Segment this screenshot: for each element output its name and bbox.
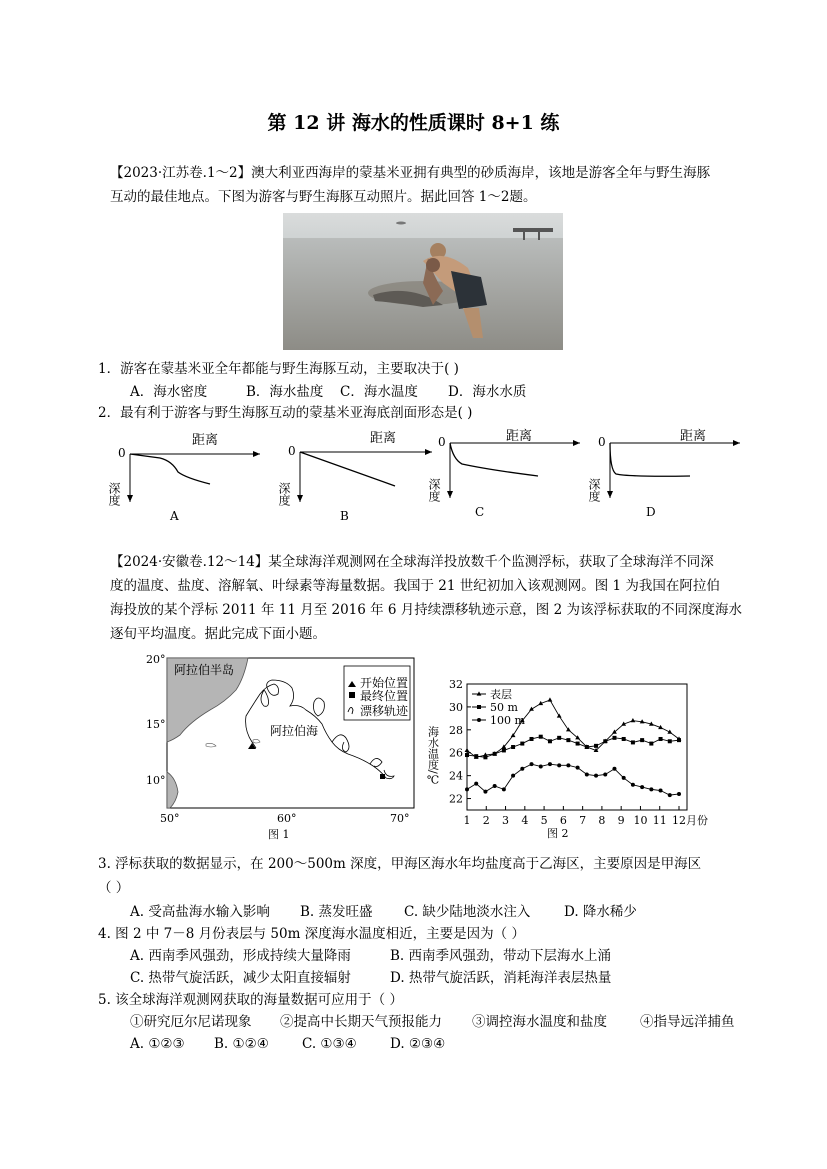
series-2-point	[631, 783, 635, 787]
series-1-point	[493, 752, 497, 756]
q4-option-c: C. 热带气旋活跃，减少太阳直接辐射	[130, 970, 351, 986]
profile-b-xaxis: 距离	[370, 431, 397, 446]
map-lon-60: 60°	[277, 812, 297, 825]
q4-stem: 4. 图 2 中 7－8 月份表层与 50m 深度海水温度相近，主要是因为（ ）	[98, 926, 525, 942]
x-tick-label: 8	[598, 814, 606, 827]
series-1-point	[474, 754, 478, 758]
section2-intro-line2: 度的温度、盐度、溶解氧、叶绿素等海量数据。我国于 21 世纪初加入该观测网。图 1 为我国在阿拉伯	[110, 578, 720, 594]
series-2-point	[677, 792, 681, 796]
figure2-caption: 图 2	[547, 827, 569, 840]
y-tick-label: 32	[449, 678, 463, 691]
series-1-point	[576, 742, 580, 746]
profile-d-yaxis: 深度	[587, 478, 601, 502]
series-0-point	[631, 718, 636, 722]
series-1-point	[668, 739, 672, 743]
series-2-point	[576, 766, 580, 770]
x-tick-label: 1	[463, 814, 471, 827]
series-1-point	[548, 739, 552, 743]
profile-d-zero: 0	[598, 435, 606, 449]
series-1-point	[511, 745, 515, 749]
series-2-point	[465, 787, 469, 791]
profile-c	[427, 429, 580, 519]
x-tick-label: 12	[672, 814, 686, 827]
dolphin-photo	[283, 213, 563, 350]
series-1-point	[502, 748, 506, 752]
drift-map	[140, 650, 420, 842]
series-2-point	[585, 772, 589, 776]
profile-d-label: D	[646, 505, 656, 519]
series-0-point	[557, 713, 562, 717]
series-1-point	[594, 744, 598, 748]
q3-stem-paren: （ ）	[98, 880, 130, 896]
series-1-point	[539, 735, 543, 739]
series-line-1	[467, 737, 679, 758]
series-2-point	[603, 772, 607, 776]
series-1-point	[631, 740, 635, 744]
series-2-point	[548, 762, 552, 766]
q5-option-b: B. ①②④	[214, 1036, 269, 1052]
series-1-point	[557, 736, 561, 740]
map-lat-20: 20°	[146, 653, 166, 666]
x-tick-label: 4	[521, 814, 529, 827]
x-tick-label: 5	[540, 814, 548, 827]
profile-c-yaxis: 深度	[427, 478, 441, 502]
x-tick-label: 11	[652, 814, 667, 827]
series-2-point	[520, 767, 524, 771]
profile-c-xaxis: 距离	[506, 429, 533, 444]
series-2-point	[594, 774, 598, 778]
map-lon-50: 50°	[160, 812, 180, 825]
series-2-point	[649, 787, 653, 791]
profile-a-zero: 0	[118, 446, 126, 460]
section2-intro-line4: 逐旬平均温度。据此完成下面小题。	[110, 626, 326, 642]
q5-option-d: D. ②③④	[390, 1036, 446, 1052]
series-line-2	[467, 764, 679, 795]
legend-label-0: 表层	[490, 688, 512, 701]
y-tick-label: 22	[449, 792, 463, 806]
series-2-point	[539, 764, 543, 768]
x-tick-label: 2	[482, 814, 490, 827]
series-2-point	[622, 776, 626, 780]
series-1-point	[659, 737, 663, 741]
profile-d	[587, 429, 740, 519]
profile-d-xaxis: 距离	[680, 429, 707, 444]
q5-item-1: ①研究厄尔尼诺现象	[130, 1014, 252, 1030]
section1-intro-line2: 互动的最佳地点。下图为游客与野生海豚互动照片。据此回答 1～2题。	[110, 189, 537, 205]
series-2-point	[659, 789, 663, 793]
x-tick-label: 3	[502, 814, 510, 827]
map-sea-label: 阿拉伯海	[270, 724, 319, 738]
profile-b-zero: 0	[288, 444, 296, 458]
series-1-point	[566, 738, 570, 742]
q3-stem: 3. 浮标获取的数据显示，在 200～500m 深度，甲海区海水年均盐度高于乙海区，主要原因是甲海区	[98, 856, 702, 872]
series-2-point	[493, 784, 497, 788]
x-tick-label: 6	[559, 814, 567, 827]
map-lon-70: 70°	[390, 812, 410, 825]
legend-marker-2	[477, 718, 481, 722]
profile-c-label: C	[475, 505, 485, 519]
series-2-point	[557, 763, 561, 767]
series-1-point	[483, 755, 487, 759]
q5-item-4: ④指导远洋捕鱼	[640, 1014, 735, 1030]
series-1-point	[677, 738, 681, 742]
series-1-point	[603, 739, 607, 743]
y-tick-label: 24	[449, 769, 463, 783]
legend-label-2: 100 m	[490, 714, 525, 727]
q1-option-d: D．海水水质	[448, 384, 527, 400]
q1-option-a: A．海水密度	[130, 384, 208, 400]
temperature-chart	[425, 676, 708, 842]
profile-c-zero: 0	[438, 435, 446, 449]
series-0-point	[465, 748, 470, 752]
q3-option-c: C. 缺少陆地淡水注入	[404, 904, 531, 920]
profile-a	[107, 433, 260, 523]
figure1-caption: 图 1	[268, 828, 290, 841]
series-1-point	[465, 753, 469, 757]
q3-option-a: A. 受高盐海水输入影响	[130, 904, 270, 920]
series-1-point	[612, 736, 616, 740]
series-2-point	[612, 767, 616, 771]
series-1-point	[585, 745, 589, 749]
profile-b-yaxis: 深度	[277, 482, 291, 506]
q3-option-b: B. 蒸发旺盛	[300, 904, 373, 920]
series-1-point	[520, 742, 524, 746]
chart-ylabel: 海水温度/℃	[426, 726, 440, 787]
q5-stem: 5. 该全球海洋观测网获取的海量数据可应用于（ ）	[98, 992, 403, 1008]
x-tick-label: 9	[617, 814, 625, 827]
legend-marker-1	[477, 705, 481, 709]
profile-a-yaxis: 深度	[107, 482, 121, 506]
series-0-point	[548, 697, 553, 701]
q1-option-c: C．海水温度	[340, 384, 418, 400]
q2-stem: 2．最有利于游客与野生海豚互动的蒙基米亚海底剖面形态是( )	[98, 405, 473, 421]
x-unit-label: 月份	[686, 814, 708, 827]
x-tick-label: 7	[579, 814, 587, 827]
q1-option-b: B．海水盐度	[246, 384, 324, 400]
series-2-point	[511, 774, 515, 778]
page-title: 第 12 讲 海水的性质课时 8+1 练	[267, 112, 560, 134]
series-2-point	[668, 793, 672, 797]
series-0-point	[529, 707, 534, 711]
profile-b	[277, 431, 432, 523]
legend-start: 开始位置	[360, 676, 409, 690]
series-1-point	[640, 738, 644, 742]
section1-intro-line1: 【2023·江苏卷.1～2】澳大利亚西海岸的蒙基米亚拥有典型的砂质海岸，该地是游客全年与野生海豚	[110, 165, 711, 181]
q4-option-d: D. 热带气旋活跃，消耗海洋表层热量	[390, 970, 612, 986]
series-2-point	[640, 785, 644, 789]
q3-option-d: D. 降水稀少	[564, 904, 637, 920]
series-2-point	[502, 787, 506, 791]
legend-label-1: 50 m	[490, 701, 518, 714]
series-1-point	[530, 737, 534, 741]
profile-b-label: B	[340, 509, 349, 523]
y-tick-label: 26	[449, 746, 463, 760]
seafloor-profiles	[100, 426, 740, 526]
map-lat-15: 15°	[146, 718, 166, 731]
legend-track: 漂移轨迹	[360, 704, 409, 718]
series-1-point	[622, 737, 626, 741]
series-2-point	[566, 763, 570, 767]
map-lat-10: 10°	[146, 774, 166, 787]
series-1-point	[649, 742, 653, 746]
q5-option-a: A. ①②③	[130, 1036, 185, 1052]
section2-intro-line1: 【2024·安徽卷.12～14】某全球海洋观测网在全球海洋投放数千个监测浮标，获取了全球海洋不同深	[110, 554, 714, 570]
q1-stem: 1．游客在蒙基米亚全年都能与野生海豚互动，主要取决于( )	[98, 361, 459, 377]
profile-a-label: A	[170, 509, 179, 523]
legend-end: 最终位置	[360, 689, 409, 703]
y-tick-label: 28	[449, 723, 463, 737]
series-2-point	[530, 762, 534, 766]
profile-a-xaxis: 距离	[192, 433, 219, 448]
q5-item-2: ②提高中长期天气预报能力	[280, 1014, 442, 1030]
q5-option-c: C. ①③④	[302, 1036, 357, 1052]
series-2-point	[474, 782, 478, 786]
q4-option-b: B. 西南季风强劲，带动下层海水上涌	[390, 948, 612, 964]
x-tick-label: 10	[633, 814, 648, 827]
series-2-point	[483, 790, 487, 794]
section2-intro-line3: 海投放的某个浮标 2011 年 11 月至 2016 年 6 月持续漂移轨迹示意，图 2 为该浮标获取的不同深度海水	[110, 602, 742, 618]
map-peninsula-label: 阿拉伯半岛	[174, 663, 235, 677]
q4-option-a: A. 西南季风强劲，形成持续大量降雨	[130, 948, 351, 964]
q5-item-3: ③调控海水温度和盐度	[472, 1014, 607, 1030]
y-tick-label: 30	[449, 700, 463, 714]
